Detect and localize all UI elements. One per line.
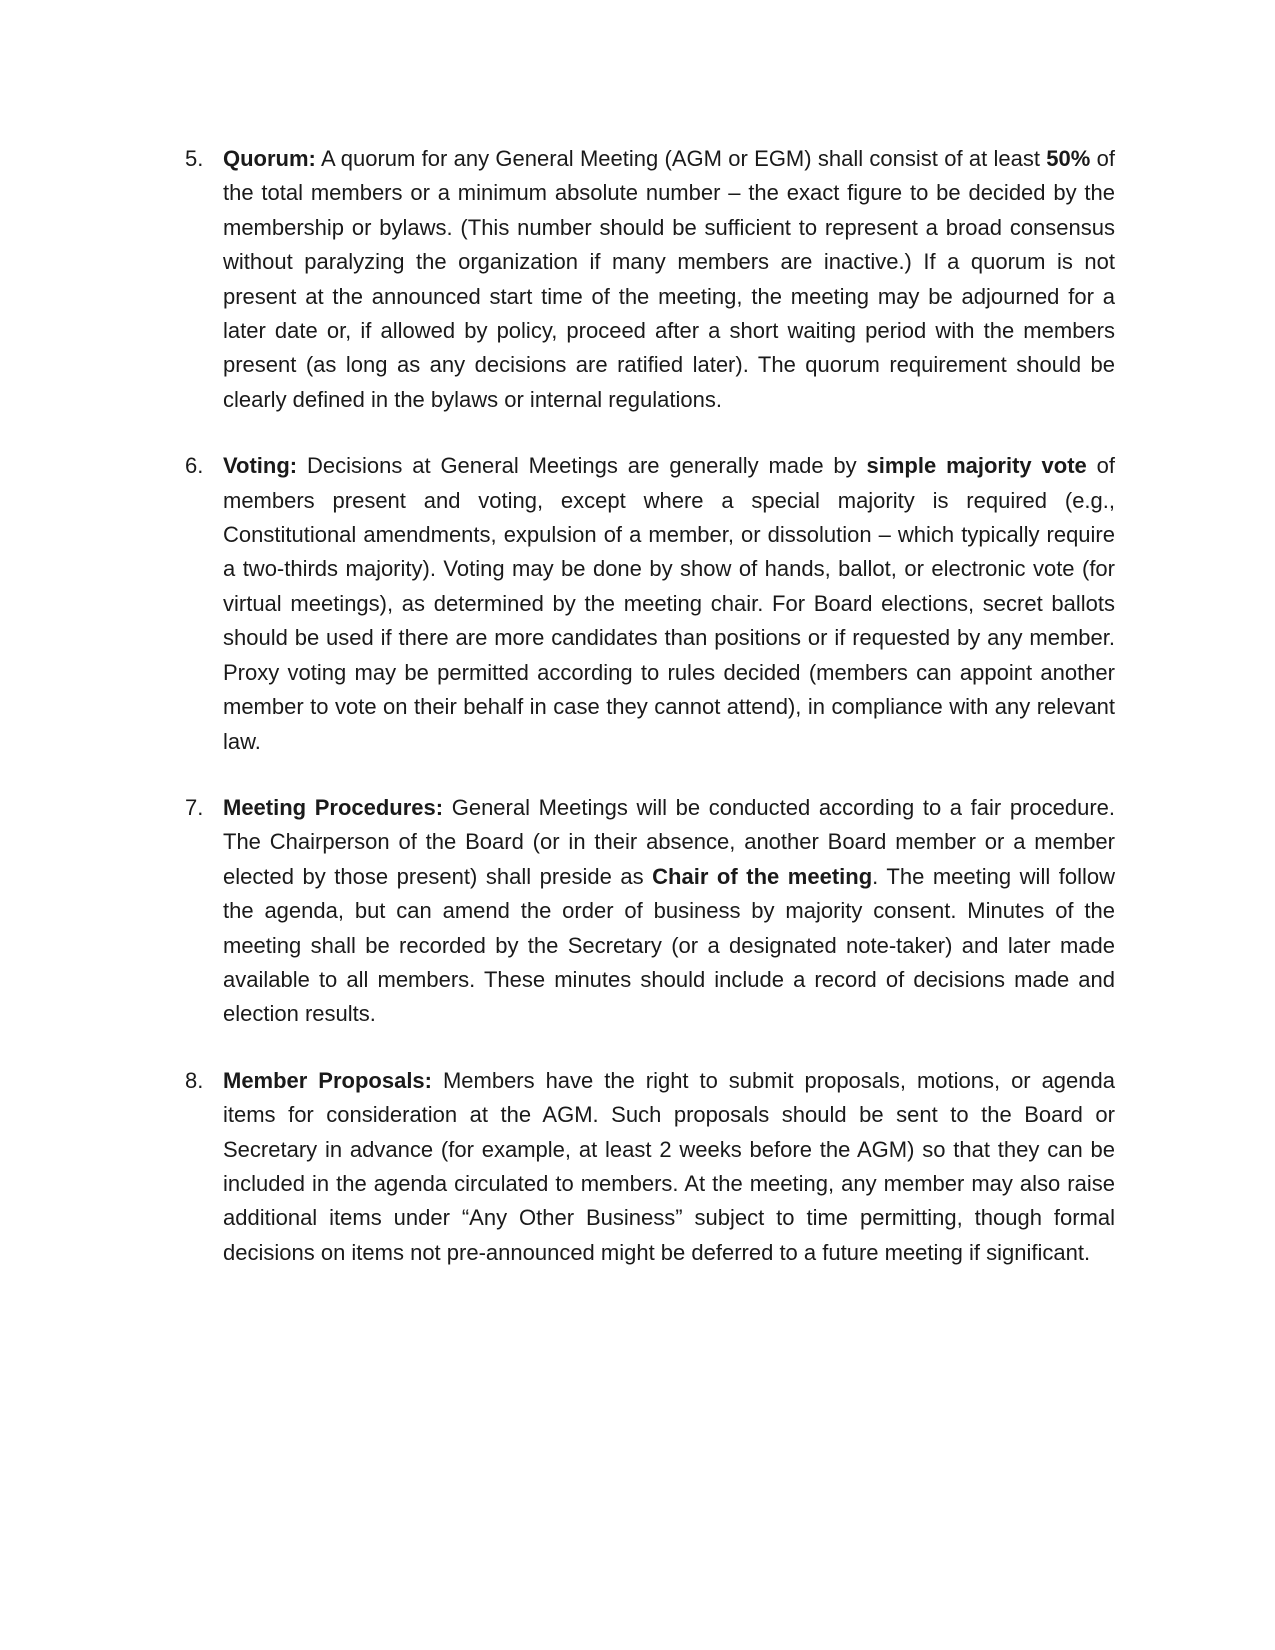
item-text: General Meetings will be conducted according to a fair procedure. The Chairperson of the Board (or in their absence, another Board member or a member elected by those present) shall preside as (223, 794, 1115, 889)
list-item-meeting-procedures (185, 791, 1115, 1032)
item-number: 6. (185, 453, 204, 479)
item-emphasis: Chair of the meeting (652, 863, 873, 889)
item-body (223, 449, 1115, 759)
item-text: A quorum for any General Meeting (AGM or EGM) shall consist of at least (315, 146, 1047, 171)
item-body (223, 1064, 1115, 1270)
item-body (223, 142, 1115, 417)
item-body (223, 791, 1115, 1032)
item-emphasis: simple majority vote (866, 453, 1087, 479)
item-number: 8. (185, 1067, 204, 1093)
item-text: Decisions at General Meetings are generally made by (297, 453, 867, 479)
item-text: Members have the right to submit proposals, motions, or agenda items for consideration at the AGM. Such proposals should be sent to the Board or Secretary in advance (for example, at least 2 weeks before the AGM) so that they can be included in the agenda circulated to members. At the meeting, any member may also raise additional items under “Any Other Business” subject to time permitting, though formal decisions on items not pre-announced might be deferred to a future meeting if significant. (223, 1067, 1115, 1265)
item-title: Meeting Procedures: (223, 794, 444, 820)
item-text: of the total members or a minimum absolute number – the exact figure to be decided by the membership or bylaws. (This number should be sufficient to represent a broad consensus without paralyzing the organization if many members are inactive.) If a quorum is not present at the announced start time of the meeting, the meeting may be adjourned for a later date or, if allowed by policy, proceed after a short waiting period with the members present (as long as any decisions are ratified later). The quorum requirement should be clearly defined in the bylaws or internal regulations. (223, 146, 1115, 412)
item-text: . The meeting will follow the agenda, but can amend the order of business by majority consent. Minutes of the meeting shall be recorded by the Secretary (or a designated note-taker) and later made available to all members. These minutes should include a record of decisions made and election results. (223, 863, 1116, 1027)
item-title: Voting: (223, 453, 298, 479)
item-emphasis: 50% (1046, 146, 1091, 171)
item-title: Quorum: (223, 146, 316, 171)
list-item-member-proposals (185, 1064, 1115, 1270)
item-number: 5. (185, 146, 204, 171)
list-item-quorum (185, 142, 1115, 417)
numbered-list (185, 142, 1115, 1302)
item-title: Member Proposals: (223, 1067, 432, 1093)
item-text: of members present and voting, except where a special majority is required (e.g., Constitutional amendments, expulsion of a member, or dissolution – which typically require a two-thirds majority). Voting may be done by show of hands, ballot, or electronic vote (for virtual meetings), as determined by the meeting chair. For Board elections, secret ballots should be used if there are more candidates than positions or if requested by any member. Proxy voting may be permitted according to rules decided (members can appoint another member to vote on their behalf in case they cannot attend), in compliance with any relevant law. (223, 453, 1115, 754)
item-number: 7. (185, 794, 204, 820)
list-item-voting (185, 449, 1115, 759)
